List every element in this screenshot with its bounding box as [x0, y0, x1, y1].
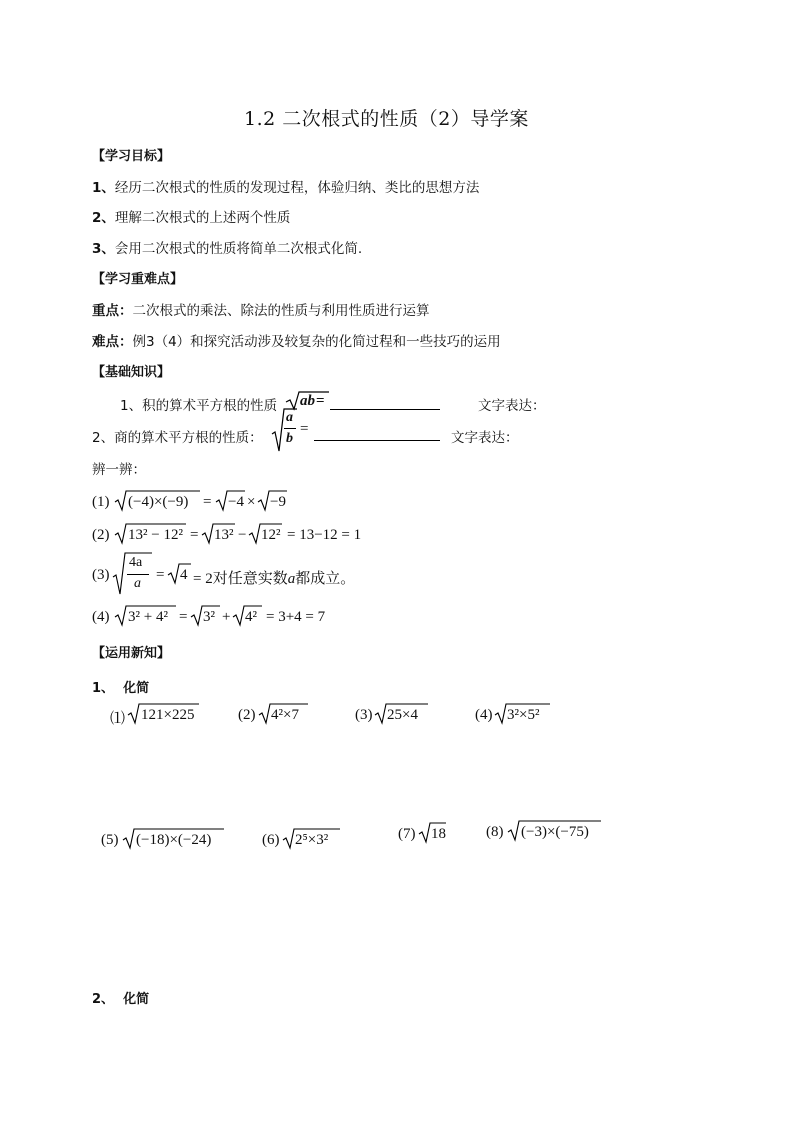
section-heading-basics: 【基础知识】 — [92, 365, 171, 380]
goal-text: 理解二次根式的上述两个性质 — [114, 210, 291, 226]
problem-5-label: (5) — [101, 832, 119, 848]
discern-q4-radicand2: 3² — [203, 609, 215, 625]
problem-7-label: (7) — [398, 826, 416, 842]
discern-q2-minus: − — [238, 527, 247, 543]
goal-item-1 — [92, 176, 479, 196]
goal-num: 2、 — [92, 210, 115, 226]
section-heading-goals: 【学习目标】 — [92, 149, 171, 164]
basics-item2-numerator: a — [286, 410, 293, 425]
discern-q3-denominator: a — [134, 576, 141, 591]
fraction-bar — [127, 574, 149, 575]
basics-item2-prefix: 2、商的算术平方根的性质： — [92, 430, 263, 446]
key-label: 重点： — [92, 303, 133, 319]
problem-7-radicand: 18 — [431, 826, 446, 842]
task2-heading — [92, 988, 149, 1007]
key-point-line — [92, 299, 430, 319]
task2-label: 化简 — [123, 992, 150, 1007]
discern-q2-radicand2: 13² — [214, 527, 234, 543]
discern-q3-var: a — [287, 571, 296, 587]
task1-label: 化简 — [123, 681, 150, 696]
answer-blank-2[interactable] — [314, 426, 440, 441]
problem-4-radicand: 3²×5² — [507, 707, 540, 723]
basics-item1-eq: = — [316, 393, 325, 409]
basics-item2-eq: = — [300, 421, 309, 437]
problem-2-label: (2) — [238, 707, 256, 723]
problem-8-label: (8) — [486, 824, 504, 840]
discern-q2-eq: = — [190, 527, 199, 543]
radical-sign — [271, 408, 297, 453]
discern-q4-label: (4) — [92, 609, 110, 625]
basics-item1-prefix: 1、积的算术平方根的性质 — [120, 398, 278, 414]
hard-label: 难点： — [92, 334, 133, 350]
answer-blank-1[interactable] — [330, 395, 440, 410]
discern-q3-radicand2: 4 — [180, 567, 188, 583]
discern-heading: 辨一辨： — [92, 462, 146, 478]
discern-q3-eq: = — [156, 567, 165, 583]
basics-item2-denominator: b — [286, 431, 293, 446]
hard-point-line — [92, 330, 501, 350]
section-heading-key-points: 【学习重难点】 — [92, 272, 184, 287]
problem-2-radicand: 4²×7 — [271, 707, 299, 723]
discern-q1-radicand3: −9 — [270, 494, 286, 510]
goal-num: 1、 — [92, 180, 115, 196]
page-title: 1.2 二次根式的性质（2）导学案 — [244, 108, 529, 130]
discern-q1-label: (1) — [92, 494, 110, 510]
key-text: 二次根式的乘法、除法的性质与利用性质进行运算 — [132, 303, 430, 319]
discern-q1-times: × — [247, 494, 256, 510]
goal-text: 经历二次根式的性质的发现过程，体验归纳、类比的思想方法 — [114, 180, 480, 196]
discern-q2-radicand1: 13² − 12² — [128, 527, 183, 543]
discern-q2-radicand3: 12² — [261, 527, 281, 543]
discern-q1-radicand2: −4 — [228, 494, 244, 510]
discern-q4-eq: = — [179, 609, 188, 625]
basics-item1-radicand: ab — [300, 393, 315, 409]
problem-8-radicand: (−3)×(−75) — [521, 824, 589, 840]
hard-text: 例3（4）和探究活动涉及较复杂的化简过程和一些技巧的运用 — [132, 334, 501, 350]
basics-item1-suffix: 文字表达： — [478, 398, 546, 414]
problem-1-radicand: 121×225 — [141, 707, 195, 723]
discern-q2-tail: = 13−12 = 1 — [287, 527, 362, 543]
discern-q4-plus: + — [222, 609, 231, 625]
goal-item-3 — [92, 237, 362, 257]
problem-1-label: ⑴ — [110, 711, 126, 727]
discern-q3-label: (3) — [92, 567, 110, 583]
problem-3-radicand: 25×4 — [387, 707, 418, 723]
problem-3-label: (3) — [355, 707, 373, 723]
fraction-bar — [284, 428, 296, 429]
goal-num: 3、 — [92, 241, 115, 257]
discern-q4-radicand1: 3² + 4² — [128, 609, 168, 625]
discern-q3-tail — [193, 567, 355, 588]
problem-6-label: (6) — [262, 832, 280, 848]
task2-num: 2、 — [92, 992, 115, 1007]
discern-q4-radicand3: 4² — [245, 609, 257, 625]
task1-heading — [92, 677, 149, 696]
problem-5-radicand: (−18)×(−24) — [136, 832, 212, 848]
goal-text: 会用二次根式的性质将简单二次根式化简. — [114, 241, 363, 257]
problem-6-radicand: 2⁵×3² — [295, 832, 329, 848]
discern-q1-radicand1: (−4)×(−9) — [128, 494, 189, 510]
discern-q3-tail-text: = 2对任意实数 — [193, 571, 288, 587]
basics-item2-suffix: 文字表达： — [451, 430, 519, 446]
section-heading-apply: 【运用新知】 — [92, 646, 171, 661]
goal-item-2 — [92, 206, 290, 226]
discern-q3-tail2: 都成立。 — [295, 571, 356, 587]
task1-num: 1、 — [92, 681, 115, 696]
discern-q2-label: (2) — [92, 527, 110, 543]
discern-q1-eq: = — [203, 494, 212, 510]
problem-4-label: (4) — [475, 707, 493, 723]
discern-q3-numerator: 4a — [129, 555, 143, 570]
discern-q4-tail: = 3+4 = 7 — [266, 609, 326, 625]
